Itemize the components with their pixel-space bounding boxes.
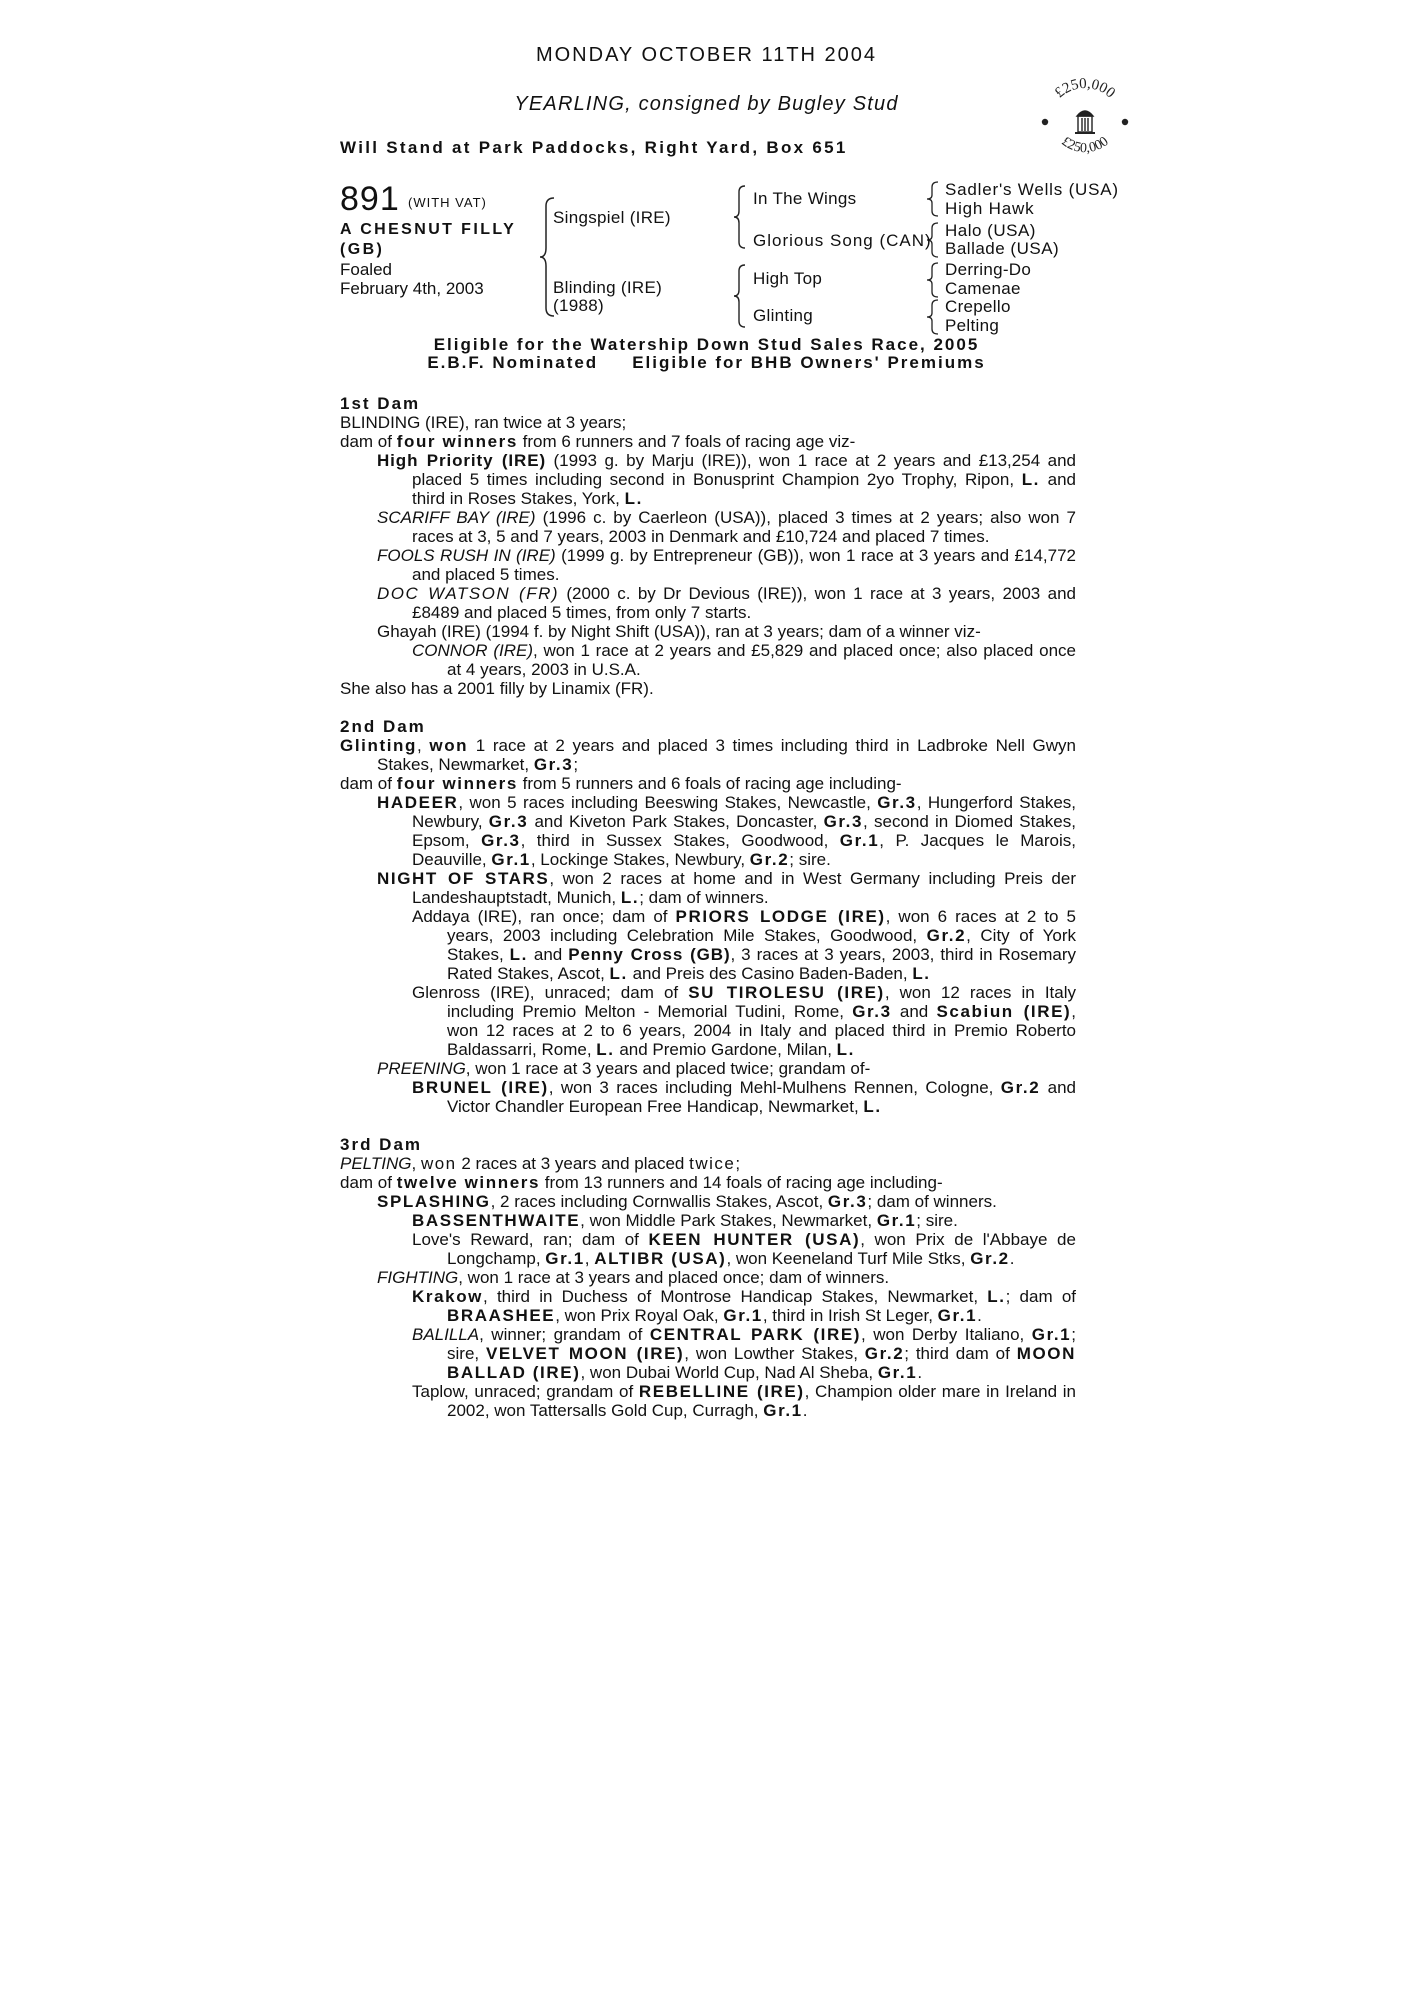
progeny-entry: Ghayah (IRE) (1994 f. by Night Shift (USA)), ran at 3 years; dam of a winner viz- (377, 622, 981, 641)
pedigree-brace-g3 (926, 262, 940, 298)
price-stamp-icon (1035, 68, 1135, 168)
second-dam-summary: dam of four winners from 5 runners and 6 foals of racing age including- (340, 774, 902, 793)
progeny-entry: BALILLA, winner; grandam of CENTRAL PARK (IRE), won Derby Italiano, Gr.1; sire, VELVET MOON (IRE), won Lowther Stakes, Gr.2; third dam of MOON BALLAD (IRE), won Dubai World Cup, Nad Al Sheba, Gr.1. (412, 1325, 1076, 1382)
progeny-entry: SPLASHING, 2 races including Cornwallis Stakes, Ascot, Gr.3; dam of winners. (377, 1192, 997, 1211)
first-dam-heading: 1st Dam (340, 394, 421, 413)
first-dam-note: She also has a 2001 filly by Linamix (FR). (340, 679, 654, 698)
pedigree-g4: Ballade (USA) (945, 239, 1060, 258)
progeny-entry: SCARIFF BAY (IRE) (1996 c. by Caerleon (USA)), placed 3 times at 2 years; also won 7 races at 3, 5 and 7 years, 2003 in Denmark and £10,724 and placed 7 times. (377, 508, 1076, 546)
foaled-date: February 4th, 2003 (340, 279, 484, 298)
pedigree-dam-sire: High Top (753, 269, 823, 288)
eligibility-line-1: Eligible for the Watership Down Stud Sales Race, 2005 (433, 335, 980, 354)
stand-location: Will Stand at Park Paddocks, Right Yard, Box 651 (340, 138, 848, 157)
progeny-entry: Glenross (IRE), unraced; dam of SU TIROLESU (IRE), won 12 races in Italy including Premio Melton - Memorial Tudini, Rome, Gr.3 and Scabiun (IRE), won 12 races at 2 to 6 years, 2004 in Italy and placed third in Premio Roberto Baldassarri, Rome, L. and Premio Gardone, Milan, L. (412, 983, 1077, 1059)
pedigree-dam-dam: Glinting (753, 306, 814, 325)
foaled-label: Foaled (340, 260, 392, 279)
progeny-entry: Krakow, third in Duchess of Montrose Handicap Stakes, Newmarket, L.; dam of BRAASHEE, won Prix Royal Oak, Gr.1, third in Irish St Leger, Gr.1. (412, 1287, 1076, 1325)
pedigree-dam-year: (1988) (553, 296, 604, 315)
pedigree-dam: Blinding (IRE) (553, 278, 663, 297)
progeny-entry: BASSENTHWAITE, won Middle Park Stakes, Newmarket, Gr.1; sire. (412, 1211, 958, 1230)
pedigree-g8: Pelting (945, 316, 1000, 335)
progeny-entry: FIGHTING, won 1 race at 3 years and placed once; dam of winners. (377, 1268, 890, 1287)
foaled-info (340, 260, 484, 298)
pedigree-g2: High Hawk (945, 199, 1035, 218)
third-dam-line: PELTING, won 2 races at 3 years and placed twice; (340, 1154, 741, 1173)
pedigree-sire-sire: In The Wings (753, 189, 857, 208)
first-dam-line: BLINDING (IRE), ran twice at 3 years; (340, 413, 627, 432)
progeny-entry: Taplow, unraced; grandam of REBELLINE (IRE), Champion older mare in Ireland in 2002, won Tattersalls Gold Cup, Curragh, Gr.1. (412, 1382, 1076, 1420)
pedigree-sire: Singspiel (IRE) (553, 208, 671, 227)
third-dam-heading: 3rd Dam (340, 1135, 423, 1154)
progeny-entry: CONNOR (IRE), won 1 race at 2 years and £5,829 and placed once; also placed once at 4 years, 2003 in U.S.A. (412, 641, 1076, 679)
pedigree-brace-g4 (926, 299, 940, 335)
pedigree-brace-dam (732, 263, 748, 329)
pedigree-g7: Crepello (945, 297, 1011, 316)
pedigree-g6: Camenae (945, 279, 1021, 298)
pedigree-g5: Derring-Do (945, 260, 1032, 279)
stamp-text-bottom: £250,000 (1058, 134, 1112, 157)
progeny-entry: BRUNEL (IRE), won 3 races including Mehl-Mulhens Rennen, Cologne, Gr.2 and Victor Chandler European Free Handicap, Newmarket, L. (412, 1078, 1076, 1116)
pedigree-g1: Sadler's Wells (USA) (945, 180, 1119, 199)
pedigree-brace-sire (732, 184, 748, 250)
catalogue-body (340, 394, 1076, 1420)
first-dam-summary: dam of four winners from 6 runners and 7 foals of racing age viz- (340, 432, 856, 451)
vat-note: (WITH VAT) (408, 195, 487, 210)
progeny-entry: FOOLS RUSH IN (IRE) (1999 g. by Entrepreneur (GB)), won 1 race at 3 years and £14,772 and placed 5 times. (377, 546, 1076, 584)
eligibility-line-2 (0, 354, 1413, 372)
progeny-entry: NIGHT OF STARS, won 2 races at home and in West Germany including Preis der Landeshauptstadt, Munich, L.; dam of winners. (377, 869, 1076, 907)
progeny-entry: DOC WATSON (FR) (2000 c. by Dr Devious (IRE)), won 1 race at 3 years, 2003 and £8489 and placed 5 times, from only 7 starts. (377, 584, 1076, 622)
ebf-nominated: E.B.F. Nominated (427, 353, 599, 372)
second-dam-heading: 2nd Dam (340, 717, 426, 736)
lot-number: 891 (340, 180, 400, 218)
progeny-entry: High Priority (IRE) (1993 g. by Marju (IRE)), won 1 race at 2 years and £13,254 and placed 5 times including second in Bonusprint Champion 2yo Trophy, Ripon, L. and third in Roses Stakes, York, L. (377, 451, 1076, 508)
svg-text:£250,000 (1052, 76, 1118, 102)
consignor-line: YEARLING, consigned by Bugley Stud (514, 93, 899, 115)
progeny-entry: PREENING, won 1 race at 3 years and placed twice; grandam of- (377, 1059, 871, 1078)
third-dam-summary: dam of twelve winners from 13 runners and 14 foals of racing age including- (340, 1173, 943, 1192)
progeny-entry: Love's Reward, ran; dam of KEEN HUNTER (USA), won Prix de l'Abbaye de Longchamp, Gr.1, ALTIBR (USA), won Keeneland Turf Mile Stks, Gr.2. (412, 1230, 1076, 1268)
bhb-premiums: Eligible for BHB Owners' Premiums (632, 353, 986, 372)
sale-date: MONDAY OCTOBER 11TH 2004 (535, 44, 878, 66)
pedigree-sire-dam: Glorious Song (CAN) (753, 231, 932, 250)
pedigree-brace-g1 (926, 181, 940, 217)
lot-description: A CHESNUT FILLY (GB) (340, 221, 516, 258)
stamp-text-top: £250,000 (1051, 75, 1119, 102)
progeny-entry: HADEER, won 5 races including Beeswing Stakes, Newcastle, Gr.3, Hungerford Stakes, Newbury, Gr.3 and Kiveton Park Stakes, Doncaster, Gr.3, second in Diomed Stakes, Epsom, Gr.3, third in Sussex Stakes, Goodwood, Gr.1, P. Jacques le Marois, Deauville, Gr.1, Lockinge Stakes, Newbury, Gr.2; sire. (377, 793, 1077, 869)
svg-text:£250,000 (1058, 134, 1111, 156)
pedigree-g3: Halo (USA) (945, 221, 1036, 240)
progeny-entry: Addaya (IRE), ran once; dam of PRIORS LODGE (IRE), won 6 races at 2 to 5 years, 2003 including Celebration Mile Stakes, Goodwood, Gr.2, City of York Stakes, L. and Penny Cross (GB), 3 races at 3 years, 2003, third in Rosemary Rated Stakes, Ascot, L. and Preis des Casino Baden-Baden, L. (412, 907, 1076, 983)
second-dam-line: Glinting, won 1 race at 2 years and placed 3 times including third in Ladbroke Nell Gwyn Stakes, Newmarket, Gr.3; (340, 736, 1076, 774)
